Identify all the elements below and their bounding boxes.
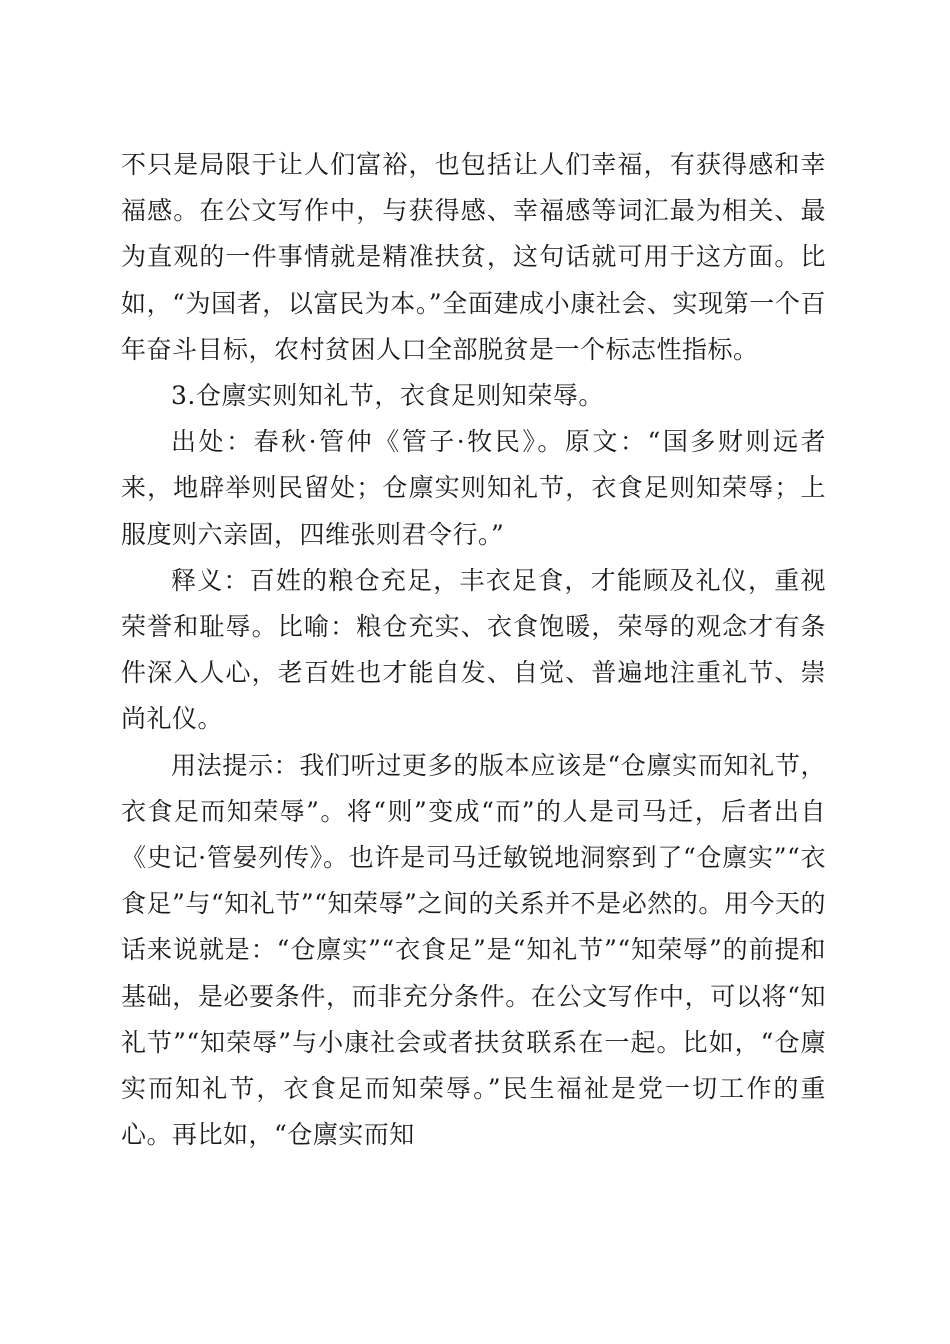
paragraph-continuation: 不只是局限于让人们富裕，也包括让人们幸福，有获得感和幸福感。在公文写作中，与获得感、幸福感等词汇最为相关、最为直观的一件事情就是精准扶贫，这句话就可用于这方面。比如，“为国者，以富民为本。”全面建成小康社会、实现第一个百年奋斗目标，农村贫困人口全部脱贫是一个标志性指标。 <box>121 150 826 364</box>
paragraph-usage-tips: 用法提示：我们听过更多的版本应该是“仓廪实而知礼节，衣食足而知荣辱”。将“则”变成“而”的人是司马迁，后者出自《史记·管晏列传》。也许是司马迁敏锐地洞察到了“仓廪实”“衣食足”与“知礼节”“知荣辱”之间的关系并不是必然的。用今天的话来说就是：“仓廪实”“衣食足”是“知礼节”“知荣辱”的前提和基础，是必要条件，而非充分条件。在公文写作中，可以将“知礼节”“知荣辱”与小康社会或者扶贫联系在一起。比如，“仓廪实而知礼节，衣食足而知荣辱。”民生福祉是党一切工作的重心。再比如，“仓廪实而知 <box>121 750 826 1150</box>
paragraph-source: 出处：春秋·管仲《管子·牧民》。原文：“国多财则远者来，地辟举则民留处；仓廪实则知礼节，衣食足则知荣辱；上服度则六亲固，四维张则君令行。” <box>121 427 826 549</box>
body-text <box>121 142 826 1158</box>
quote-heading-3: 3.仓廪实则知礼节，衣食足则知荣辱。 <box>171 381 604 411</box>
paragraph-interpretation: 释义：百姓的粮仓充足，丰衣足食，才能顾及礼仪，重视荣誉和耻辱。比喻：粮仓充实、衣食饱暖，荣辱的观念才有条件深入人心，老百姓也才能自发、自觉、普遍地注重礼节、崇尚礼仪。 <box>121 565 826 734</box>
